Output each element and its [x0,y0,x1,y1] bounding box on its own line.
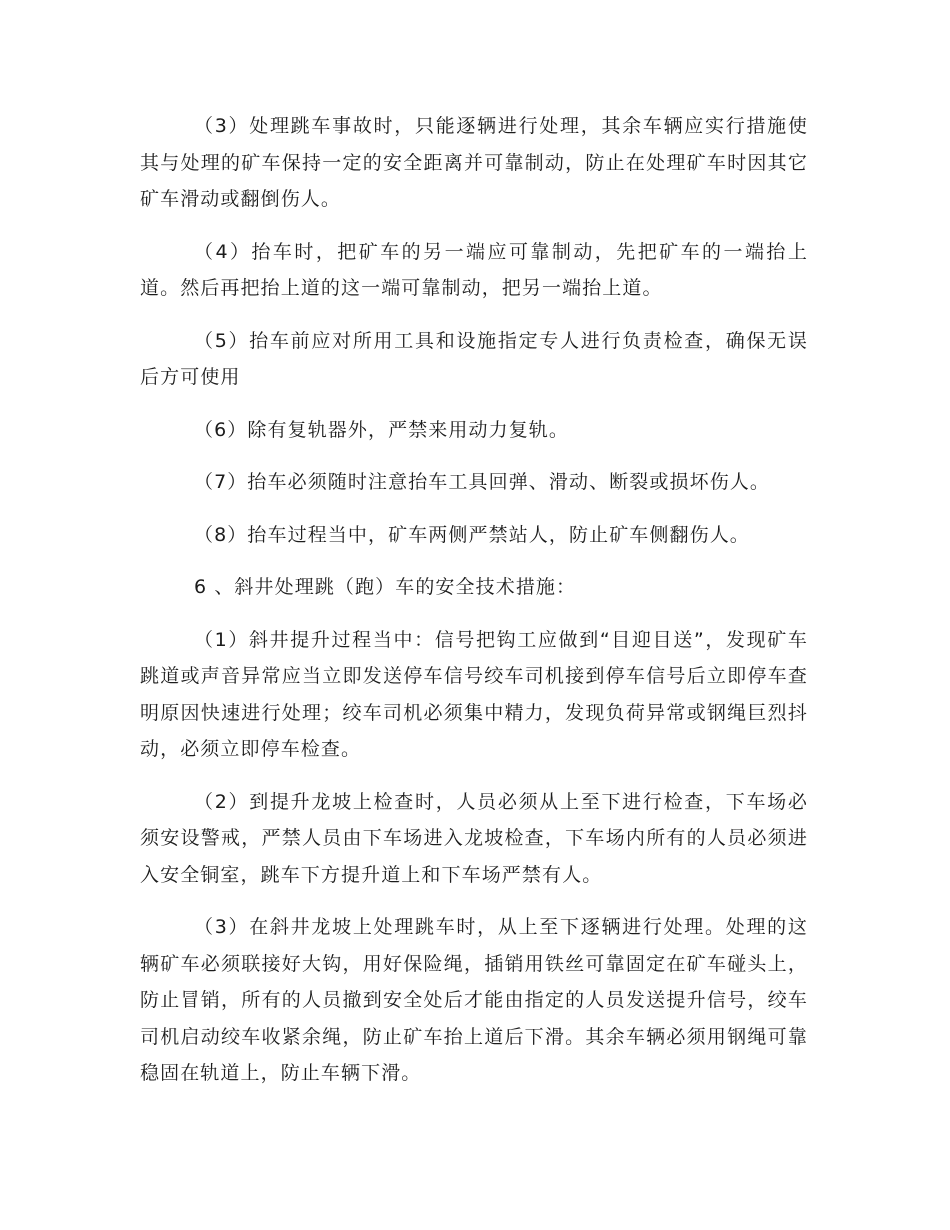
paragraph: （5）抬车前应对所用工具和设施指定专人进行负责检查，确保无误后方可使用 [140,329,808,388]
paragraph: （6）除有复轨器外，严禁来用动力复轨。 [194,418,569,441]
paragraph: （3）处理跳车事故时，只能逐辆进行处理，其余车辆应实行措施使其与处理的矿车保持一定的安全距离并可靠制动，防止在处理矿车时因其它矿车滑动或翻倒伤人。 [140,115,808,210]
paragraph: （7）抬车必须随时注意抬车工具回弹、滑动、断裂或损坏伤人。 [194,471,770,493]
paragraph: （2）到提升龙坡上检查时，人员必须从上至下进行检查，下车场必须安设警戒，严禁人员由下车场进入龙坡检查，下车场内所有的人员必须进入安全铜室，跳车下方提升道上和下车场严禁有人。 [140,790,808,886]
paragraph: （1）斜井提升过程当中：信号把钩工应做到“目迎目送”，发现矿车跳道或声音异常应当立即发送停车信号绞车司机接到停车信号后立即停车查明原因快速进行处理；绞车司机必须集中精力，发现负荷异常或钢绳巨烈抖动，必须立即停车检查。 [140,628,808,760]
paragraph: （4）抬车时，把矿车的另一端应可靠制动，先把矿车的一端抬上道。然后再把抬上道的这一端可靠制动，把另一端抬上道。 [140,240,808,299]
paragraph: （8）抬车过程当中，矿车两侧严禁站人，防止矿车侧翻伤人。 [194,523,750,546]
section-heading: 6 、斜井处理跳（跑）车的安全技术措施： [194,576,577,598]
paragraph: （3）在斜井龙坡上处理跳车时，从上至下逐辆进行处理。处理的这辆矿车必须联接好大钩，用好保险绳，插销用铁丝可靠固定在矿车碰头上，防止冒销，所有的人员撤到安全处后才能由指定的人员发送提升信号，绞车司机启动绞车收紧余绳，防止矿车抬上道后下滑。其余车辆必须用钢绳可靠稳固在轨道上，防止车辆下滑。 [140,916,808,1084]
document-body [140,108,808,1108]
